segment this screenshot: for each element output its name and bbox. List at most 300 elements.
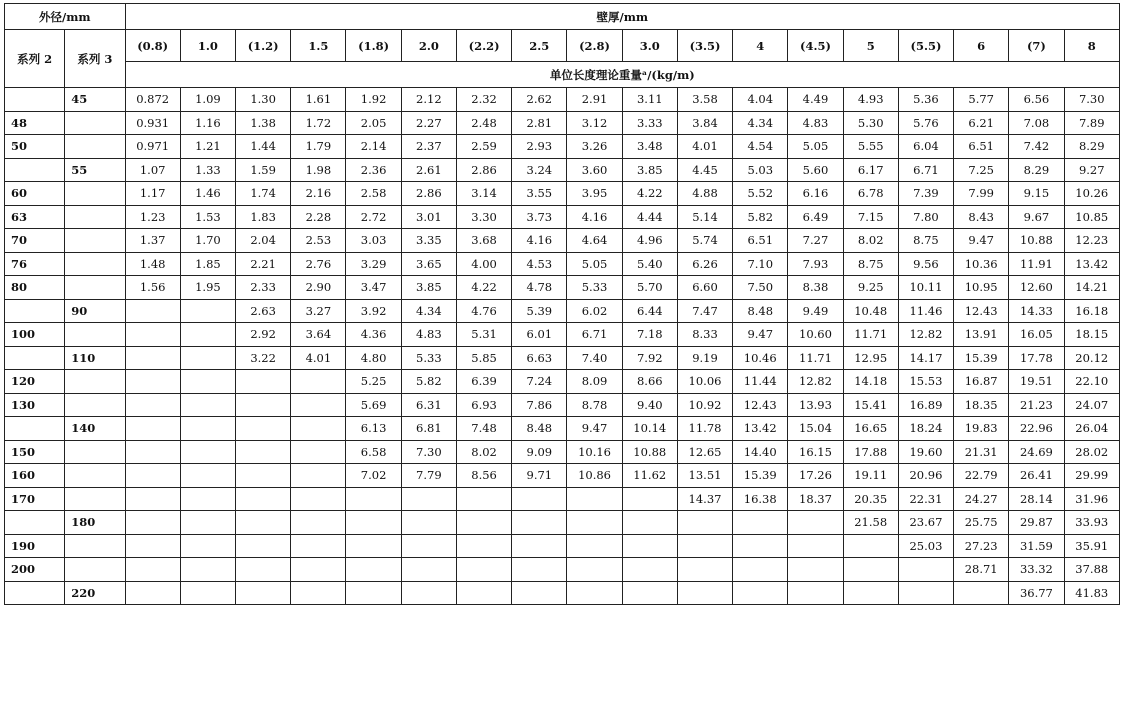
- weight-cell: 2.28: [291, 205, 346, 229]
- weight-cell: [180, 534, 235, 558]
- weight-cell: 4.88: [677, 182, 732, 206]
- weight-cell: [180, 487, 235, 511]
- weight-cell: 1.23: [125, 205, 180, 229]
- weight-cell: 7.08: [1009, 111, 1064, 135]
- weight-cell: 11.46: [898, 299, 953, 323]
- weight-cell: 2.37: [401, 135, 456, 159]
- weight-cell: [512, 487, 567, 511]
- weight-cell: [236, 487, 291, 511]
- weight-cell: [236, 581, 291, 605]
- weight-cell: 15.41: [843, 393, 898, 417]
- weight-cell: 1.70: [180, 229, 235, 253]
- weight-cell: [401, 487, 456, 511]
- weight-cell: [677, 581, 732, 605]
- weight-cell: [236, 511, 291, 535]
- series3-cell: [65, 182, 125, 206]
- weight-cell: [733, 511, 788, 535]
- weight-cell: 7.99: [954, 182, 1009, 206]
- series3-cell: [65, 440, 125, 464]
- weight-cell: [236, 440, 291, 464]
- weight-cell: 25.75: [954, 511, 1009, 535]
- weight-cell: 7.40: [567, 346, 622, 370]
- weight-cell: 4.83: [401, 323, 456, 347]
- weight-cell: 17.26: [788, 464, 843, 488]
- weight-cell: 9.71: [512, 464, 567, 488]
- weight-cell: [456, 558, 511, 582]
- series3-cell: 220: [65, 581, 125, 605]
- weight-cell: 2.63: [236, 299, 291, 323]
- series3-cell: [65, 205, 125, 229]
- weight-cell: 2.72: [346, 205, 401, 229]
- weight-cell: 3.03: [346, 229, 401, 253]
- weight-cell: 10.95: [954, 276, 1009, 300]
- weight-cell: [401, 558, 456, 582]
- table-row: [5, 393, 1120, 417]
- weight-cell: [180, 581, 235, 605]
- weight-cell: 9.19: [677, 346, 732, 370]
- weight-cell: [180, 511, 235, 535]
- weight-cell: 2.36: [346, 158, 401, 182]
- weight-cell: 5.82: [733, 205, 788, 229]
- weight-cell: 5.76: [898, 111, 953, 135]
- series2-cell: [5, 346, 65, 370]
- weight-cell: 8.78: [567, 393, 622, 417]
- thickness-header: (1.2): [236, 30, 291, 62]
- weight-cell: 3.33: [622, 111, 677, 135]
- weight-cell: 4.76: [456, 299, 511, 323]
- weight-cell: 19.11: [843, 464, 898, 488]
- weight-cell: 1.46: [180, 182, 235, 206]
- weight-cell: [456, 511, 511, 535]
- weight-cell: 0.971: [125, 135, 180, 159]
- weight-cell: 6.93: [456, 393, 511, 417]
- weight-cell: 11.71: [843, 323, 898, 347]
- thickness-header: (3.5): [677, 30, 732, 62]
- weight-cell: 24.69: [1009, 440, 1064, 464]
- weight-cell: 7.89: [1064, 111, 1119, 135]
- table-row: [5, 135, 1120, 159]
- weight-cell: 9.09: [512, 440, 567, 464]
- weight-cell: 7.27: [788, 229, 843, 253]
- weight-cell: 2.27: [401, 111, 456, 135]
- weight-cell: 18.35: [954, 393, 1009, 417]
- weight-cell: [567, 581, 622, 605]
- weight-cell: 6.04: [898, 135, 953, 159]
- weight-cell: 29.87: [1009, 511, 1064, 535]
- weight-cell: [954, 581, 1009, 605]
- weight-cell: 3.30: [456, 205, 511, 229]
- weight-cell: [512, 581, 567, 605]
- weight-cell: [180, 370, 235, 394]
- weight-cell: 14.33: [1009, 299, 1064, 323]
- weight-cell: 6.17: [843, 158, 898, 182]
- series2-cell: 63: [5, 205, 65, 229]
- weight-cell: [180, 464, 235, 488]
- weight-cell: 13.93: [788, 393, 843, 417]
- weight-cell: 4.45: [677, 158, 732, 182]
- weight-cell: 25.03: [898, 534, 953, 558]
- series3-cell: [65, 111, 125, 135]
- weight-cell: 3.26: [567, 135, 622, 159]
- weight-cell: [291, 393, 346, 417]
- weight-cell: 10.60: [788, 323, 843, 347]
- weight-cell: [236, 558, 291, 582]
- weight-cell: 7.79: [401, 464, 456, 488]
- weight-cell: 16.05: [1009, 323, 1064, 347]
- weight-cell: 5.60: [788, 158, 843, 182]
- weight-cell: 8.29: [1009, 158, 1064, 182]
- weight-cell: [898, 558, 953, 582]
- weight-cell: [291, 370, 346, 394]
- weight-cell: 7.80: [898, 205, 953, 229]
- weight-cell: 5.82: [401, 370, 456, 394]
- series3-cell: 140: [65, 417, 125, 441]
- weight-cell: 11.78: [677, 417, 732, 441]
- table-row: [5, 111, 1120, 135]
- weight-cell: 6.26: [677, 252, 732, 276]
- weight-cell: 10.92: [677, 393, 732, 417]
- weight-cell: [843, 581, 898, 605]
- weight-cell: 3.35: [401, 229, 456, 253]
- weight-cell: 3.64: [291, 323, 346, 347]
- weight-cell: 10.36: [954, 252, 1009, 276]
- header-row-3: [5, 62, 1120, 88]
- weight-cell: 2.16: [291, 182, 346, 206]
- weight-cell: 16.87: [954, 370, 1009, 394]
- weight-cell: 2.76: [291, 252, 346, 276]
- series2-cell: [5, 417, 65, 441]
- table-row: [5, 464, 1120, 488]
- weight-cell: 2.04: [236, 229, 291, 253]
- weight-cell: 18.37: [788, 487, 843, 511]
- series3-cell: [65, 229, 125, 253]
- table-row: [5, 370, 1120, 394]
- weight-cell: [677, 511, 732, 535]
- weight-cell: 5.40: [622, 252, 677, 276]
- weight-cell: 1.37: [125, 229, 180, 253]
- series3-header: 系列 3: [65, 30, 125, 88]
- weight-cell: 20.12: [1064, 346, 1119, 370]
- weight-cell: 5.70: [622, 276, 677, 300]
- weight-cell: 11.91: [1009, 252, 1064, 276]
- table-row: [5, 276, 1120, 300]
- weight-cell: 1.83: [236, 205, 291, 229]
- weight-cell: 13.91: [954, 323, 1009, 347]
- weight-cell: 8.75: [843, 252, 898, 276]
- weight-cell: [180, 323, 235, 347]
- weight-cell: 9.47: [733, 323, 788, 347]
- weight-cell: 10.06: [677, 370, 732, 394]
- weight-cell: 31.96: [1064, 487, 1119, 511]
- weight-cell: 1.92: [346, 88, 401, 112]
- weight-cell: 6.21: [954, 111, 1009, 135]
- series3-cell: [65, 487, 125, 511]
- series2-cell: 190: [5, 534, 65, 558]
- weight-cell: 4.00: [456, 252, 511, 276]
- series2-cell: 48: [5, 111, 65, 135]
- weight-cell: 5.77: [954, 88, 1009, 112]
- weight-cell: 4.36: [346, 323, 401, 347]
- weight-cell: 6.51: [954, 135, 1009, 159]
- weight-cell: 3.29: [346, 252, 401, 276]
- weight-cell: 4.01: [291, 346, 346, 370]
- weight-cell: 8.66: [622, 370, 677, 394]
- weight-cell: [180, 417, 235, 441]
- weight-cell: 3.24: [512, 158, 567, 182]
- series2-cell: [5, 299, 65, 323]
- weight-cell: [346, 487, 401, 511]
- thickness-header: 1.5: [291, 30, 346, 62]
- weight-cell: 6.51: [733, 229, 788, 253]
- weight-cell: 12.23: [1064, 229, 1119, 253]
- weight-cell: [733, 558, 788, 582]
- series2-cell: [5, 511, 65, 535]
- weight-cell: 2.48: [456, 111, 511, 135]
- weight-cell: 7.93: [788, 252, 843, 276]
- weight-cell: 16.15: [788, 440, 843, 464]
- thickness-header: 1.0: [180, 30, 235, 62]
- weight-cell: 8.43: [954, 205, 1009, 229]
- weight-cell: 5.31: [456, 323, 511, 347]
- series2-cell: 50: [5, 135, 65, 159]
- thickness-header: (5.5): [898, 30, 953, 62]
- weight-cell: 4.16: [567, 205, 622, 229]
- table-row: [5, 205, 1120, 229]
- weight-cell: 5.85: [456, 346, 511, 370]
- weight-cell: [401, 534, 456, 558]
- weight-cell: 2.81: [512, 111, 567, 135]
- series2-cell: 170: [5, 487, 65, 511]
- weight-cell: 19.60: [898, 440, 953, 464]
- weight-cell: [125, 558, 180, 582]
- weight-cell: 6.49: [788, 205, 843, 229]
- weight-cell: [456, 534, 511, 558]
- weight-cell: 1.53: [180, 205, 235, 229]
- weight-cell: 8.48: [733, 299, 788, 323]
- weight-cell: 14.18: [843, 370, 898, 394]
- series3-cell: [65, 393, 125, 417]
- weight-cell: 5.74: [677, 229, 732, 253]
- weight-cell: 1.59: [236, 158, 291, 182]
- weight-cell: [456, 581, 511, 605]
- weight-cell: [456, 487, 511, 511]
- weight-cell: 5.05: [788, 135, 843, 159]
- weight-cell: 7.02: [346, 464, 401, 488]
- weight-cell: 6.16: [788, 182, 843, 206]
- series3-cell: 90: [65, 299, 125, 323]
- weight-cell: 2.05: [346, 111, 401, 135]
- weight-cell: 12.60: [1009, 276, 1064, 300]
- weight-cell: [125, 464, 180, 488]
- weight-cell: [125, 534, 180, 558]
- weight-cell: 4.83: [788, 111, 843, 135]
- weight-cell: 2.93: [512, 135, 567, 159]
- series2-cell: [5, 158, 65, 182]
- weight-cell: 20.96: [898, 464, 953, 488]
- weight-cell: [125, 346, 180, 370]
- weight-cell: 11.71: [788, 346, 843, 370]
- weight-cell: 11.62: [622, 464, 677, 488]
- weight-cell: 41.83: [1064, 581, 1119, 605]
- weight-cell: [622, 487, 677, 511]
- weight-cell: [125, 393, 180, 417]
- weight-cell: 14.37: [677, 487, 732, 511]
- weight-cell: 10.48: [843, 299, 898, 323]
- thickness-header: (1.8): [346, 30, 401, 62]
- weight-cell: [236, 417, 291, 441]
- weight-cell: [236, 393, 291, 417]
- weight-cell: 28.14: [1009, 487, 1064, 511]
- weight-cell: 12.43: [954, 299, 1009, 323]
- table-body: [5, 88, 1120, 605]
- weight-cell: 14.17: [898, 346, 953, 370]
- weight-cell: [291, 440, 346, 464]
- weight-cell: 7.92: [622, 346, 677, 370]
- weight-cell: 13.51: [677, 464, 732, 488]
- weight-cell: 3.73: [512, 205, 567, 229]
- outer-diameter-header: 外径/mm: [5, 4, 126, 30]
- thickness-header: 3.0: [622, 30, 677, 62]
- weight-cell: 13.42: [1064, 252, 1119, 276]
- weight-cell: [291, 464, 346, 488]
- weight-cell: 6.58: [346, 440, 401, 464]
- weight-cell: 4.34: [401, 299, 456, 323]
- weight-cell: 26.41: [1009, 464, 1064, 488]
- weight-cell: 2.14: [346, 135, 401, 159]
- series3-cell: 110: [65, 346, 125, 370]
- weight-cell: 8.38: [788, 276, 843, 300]
- weight-cell: 12.82: [898, 323, 953, 347]
- weight-cell: 7.10: [733, 252, 788, 276]
- weight-cell: 3.22: [236, 346, 291, 370]
- weight-cell: 9.25: [843, 276, 898, 300]
- weight-cell: 21.31: [954, 440, 1009, 464]
- thickness-header: (2.2): [456, 30, 511, 62]
- weight-cell: [346, 511, 401, 535]
- weight-cell: 2.62: [512, 88, 567, 112]
- weight-cell: 24.27: [954, 487, 1009, 511]
- thickness-header: 2.0: [401, 30, 456, 62]
- weight-cell: [291, 511, 346, 535]
- weight-cell: 15.53: [898, 370, 953, 394]
- weight-cell: [346, 534, 401, 558]
- thickness-header: (7): [1009, 30, 1064, 62]
- weight-cell: 11.44: [733, 370, 788, 394]
- weight-cell: 12.43: [733, 393, 788, 417]
- weight-cell: 2.58: [346, 182, 401, 206]
- weight-cell: [512, 511, 567, 535]
- series2-header: 系列 2: [5, 30, 65, 88]
- weight-cell: [291, 534, 346, 558]
- series2-cell: [5, 88, 65, 112]
- weight-cell: [180, 346, 235, 370]
- table-row: [5, 440, 1120, 464]
- weight-cell: 3.14: [456, 182, 511, 206]
- weight-cell: 4.54: [733, 135, 788, 159]
- weight-cell: 21.23: [1009, 393, 1064, 417]
- series3-cell: [65, 135, 125, 159]
- weight-cell: 3.11: [622, 88, 677, 112]
- series3-cell: [65, 323, 125, 347]
- weight-cell: 10.88: [622, 440, 677, 464]
- weight-cell: 7.47: [677, 299, 732, 323]
- weight-cell: [788, 581, 843, 605]
- weight-cell: [622, 581, 677, 605]
- weight-cell: 2.21: [236, 252, 291, 276]
- weight-cell: [843, 534, 898, 558]
- weight-cell: 6.56: [1009, 88, 1064, 112]
- series2-cell: 76: [5, 252, 65, 276]
- weight-cell: 7.30: [1064, 88, 1119, 112]
- weight-cell: 37.88: [1064, 558, 1119, 582]
- thickness-header: 8: [1064, 30, 1119, 62]
- weight-cell: 18.15: [1064, 323, 1119, 347]
- weight-cell: 33.93: [1064, 511, 1119, 535]
- weight-table: [4, 3, 1120, 605]
- weight-cell: 1.30: [236, 88, 291, 112]
- weight-cell: 7.48: [456, 417, 511, 441]
- weight-cell: [788, 558, 843, 582]
- weight-cell: 1.07: [125, 158, 180, 182]
- weight-cell: [512, 558, 567, 582]
- weight-cell: 1.61: [291, 88, 346, 112]
- weight-cell: 1.44: [236, 135, 291, 159]
- weight-cell: [236, 534, 291, 558]
- weight-cell: 4.01: [677, 135, 732, 159]
- weight-cell: 9.40: [622, 393, 677, 417]
- series3-cell: [65, 252, 125, 276]
- weight-cell: 3.58: [677, 88, 732, 112]
- series3-cell: 180: [65, 511, 125, 535]
- weight-cell: [291, 558, 346, 582]
- weight-cell: 19.83: [954, 417, 1009, 441]
- weight-cell: [180, 558, 235, 582]
- weight-cell: 9.47: [567, 417, 622, 441]
- table-row: [5, 581, 1120, 605]
- unit-weight-header: 单位长度理论重量ᵃ/(kg/m): [125, 62, 1119, 88]
- weight-cell: 6.31: [401, 393, 456, 417]
- weight-cell: [622, 511, 677, 535]
- weight-cell: 14.40: [733, 440, 788, 464]
- weight-cell: 1.16: [180, 111, 235, 135]
- weight-cell: 10.88: [1009, 229, 1064, 253]
- weight-cell: 3.47: [346, 276, 401, 300]
- weight-cell: 8.02: [456, 440, 511, 464]
- weight-cell: 5.25: [346, 370, 401, 394]
- table-row: [5, 511, 1120, 535]
- weight-cell: 3.85: [622, 158, 677, 182]
- series2-cell: 120: [5, 370, 65, 394]
- table-row: [5, 417, 1120, 441]
- weight-cell: 9.49: [788, 299, 843, 323]
- weight-cell: 2.91: [567, 88, 622, 112]
- weight-cell: 33.32: [1009, 558, 1064, 582]
- weight-cell: 19.51: [1009, 370, 1064, 394]
- weight-cell: 15.39: [733, 464, 788, 488]
- thickness-header: 4: [733, 30, 788, 62]
- weight-cell: 7.25: [954, 158, 1009, 182]
- series2-cell: 150: [5, 440, 65, 464]
- weight-cell: 16.38: [733, 487, 788, 511]
- series3-cell: [65, 276, 125, 300]
- weight-cell: 9.47: [954, 229, 1009, 253]
- weight-cell: 10.16: [567, 440, 622, 464]
- weight-cell: 31.59: [1009, 534, 1064, 558]
- weight-cell: [236, 464, 291, 488]
- table-row: [5, 346, 1120, 370]
- weight-cell: 22.10: [1064, 370, 1119, 394]
- weight-cell: 5.30: [843, 111, 898, 135]
